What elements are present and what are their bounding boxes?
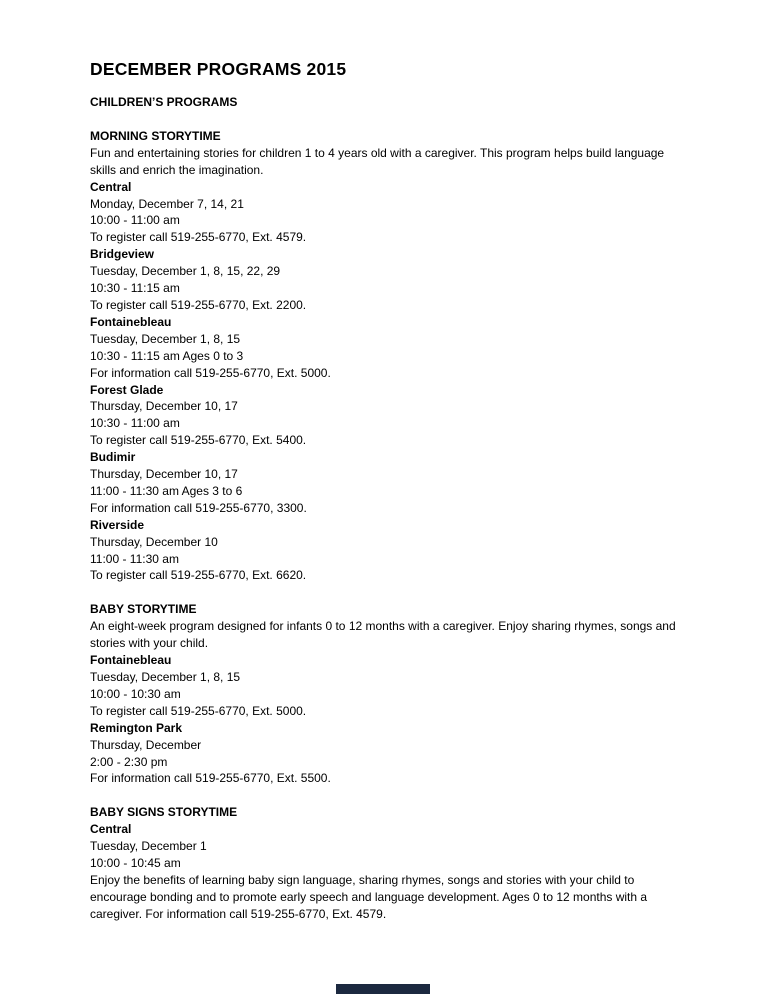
program-section [90,128,682,584]
detail-line: 10:00 - 10:30 am [90,686,181,701]
document-title: DECEMBER PROGRAMS 2015 [90,59,347,79]
detail-line: Tuesday, December 1, 8, 15 [90,331,241,346]
detail-line: Thursday, December 10 [90,534,218,549]
detail-line: Thursday, December 10, 17 [90,467,238,482]
detail-line: Thursday, December [90,737,202,752]
program-section [90,804,682,922]
detail-line: 2:00 - 2:30 pm [90,754,168,769]
location-name: Forest Glade [90,382,164,397]
detail-line: To register call 519-255-6770, Ext. 4579. [90,230,307,245]
location-name: Bridgeview [90,247,155,262]
program-title: BABY SIGNS STORYTIME [90,805,238,820]
location-name: Central [90,822,132,837]
detail-line: 10:30 - 11:15 am Ages 0 to 3 [90,348,244,363]
detail-line: To register call 519-255-6770, Ext. 6620. [90,568,307,583]
detail-line: To register call 519-255-6770, Ext. 5000. [90,703,307,718]
detail-line: 11:00 - 11:30 am Ages 3 to 6 [90,483,243,498]
program-title: BABY STORYTIME [90,602,197,617]
detail-line: Monday, December 7, 14, 21 [90,196,244,211]
detail-line: 10:00 - 11:00 am [90,213,180,228]
location-name: Central [90,179,132,194]
detail-line: Tuesday, December 1 [90,839,207,854]
detail-line: For information call 519-255-6770, 3300. [90,500,307,515]
location-name: Riverside [90,517,145,532]
program-description: Fun and entertaining stories for children 1 to 4 years old with a caregiver. This program helps build language skills and enrich the imagination. [90,145,665,177]
detail-line: Tuesday, December 1, 8, 15, 22, 29 [90,264,281,279]
detail-line: 10:30 - 11:15 am [90,281,180,296]
section-heading: CHILDREN’S PROGRAMS [90,95,238,109]
detail-line: 10:30 - 11:00 am [90,416,180,431]
location-name: Budimir [90,450,136,465]
location-name: Fontainebleau [90,653,172,668]
detail-line: 10:00 - 10:45 am [90,856,181,871]
programs [90,128,682,923]
detail-line: For information call 519-255-6770, Ext. 5000. [90,365,331,380]
program-description: An eight-week program designed for infants 0 to 12 months with a caregiver. Enjoy sharing rhymes, songs and stories with your child. [90,619,676,651]
detail-line: 11:00 - 11:30 am [90,551,179,566]
detail-line: To register call 519-255-6770, Ext. 5400. [90,433,307,448]
detail-line: Tuesday, December 1, 8, 15 [90,670,241,684]
viewer-bottom-bar[interactable] [336,984,430,994]
location-name: Remington Park [90,720,183,735]
detail-line: For information call 519-255-6770, Ext. 5500. [90,771,331,786]
detail-line: To register call 519-255-6770, Ext. 2200. [90,297,307,312]
program-section [90,601,682,787]
detail-line: Thursday, December 10, 17 [90,399,238,414]
program-title: MORNING STORYTIME [90,128,221,143]
location-name: Fontainebleau [90,314,172,329]
program-note: Enjoy the benefits of learning baby sign language, sharing rhymes, songs and stories with your child to encourage bonding and to promote early speech and language development. Ages 0 to 12 months with a caregiver. For information call 519-255-6770, Ext. 4579. [90,872,648,921]
